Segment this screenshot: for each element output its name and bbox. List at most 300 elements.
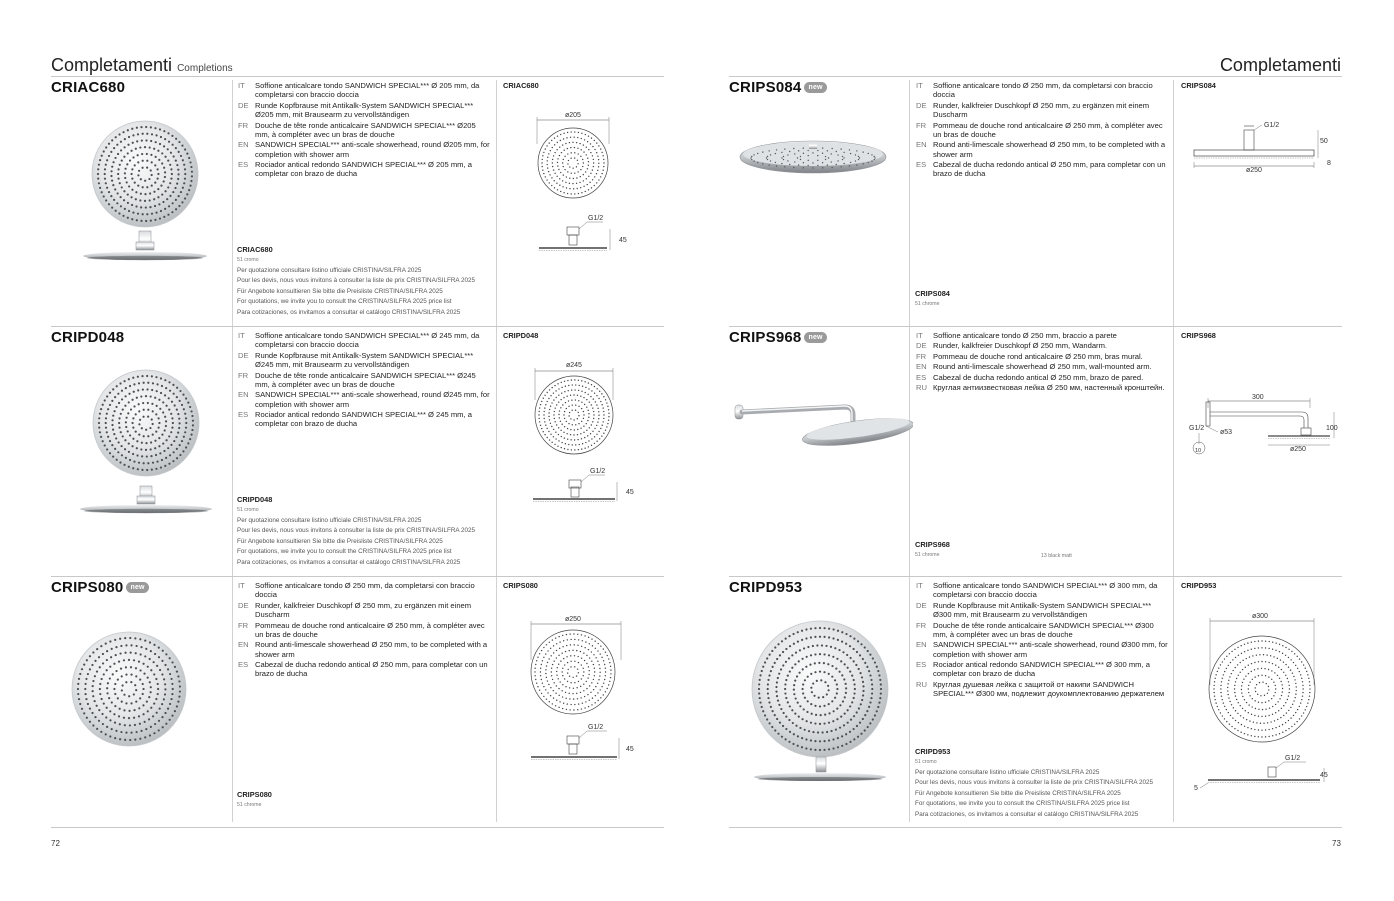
nozzle-dot (772, 666, 774, 668)
nozzle-dot (553, 660, 554, 661)
nozzle-dot (561, 652, 562, 653)
crips084-info-block (915, 289, 1173, 310)
nozzle-dot (600, 689, 601, 690)
nozzle-dot (859, 654, 861, 656)
nozzle-dot (781, 157, 782, 158)
nozzle-dot (190, 166, 192, 168)
nozzle-dot (871, 688, 873, 690)
desc-text: SANDWICH SPECIAL*** anti-scale showerhead, round Ø300 mm, for completion with shower arm (933, 640, 1168, 659)
right-bottom-rule (729, 827, 1342, 828)
nozzle-dot (545, 176, 546, 177)
product-code-text: CRIPS968 (729, 329, 802, 346)
nozzle-dot (574, 131, 575, 132)
nozzle-dot (118, 441, 120, 443)
nozzle-dot (598, 418, 599, 419)
nozzle-dot (142, 704, 144, 706)
nozzle-dot (825, 156, 826, 157)
nozzle-dot (856, 651, 858, 653)
nozzle-dot (104, 173, 106, 175)
crips084-description (916, 81, 1168, 180)
nozzle-dot (181, 201, 183, 203)
nozzle-dot (170, 168, 172, 170)
nozzle-dot (1226, 656, 1227, 657)
nozzle-dot (151, 375, 153, 377)
nozzle-dot (1288, 710, 1289, 711)
nozzle-dot (557, 158, 558, 159)
nozzle-dot (772, 710, 774, 712)
nozzle-dot (587, 420, 588, 421)
nozzle-dot (592, 155, 593, 156)
nozzle-dot (134, 182, 136, 184)
nozzle-dot (553, 690, 554, 691)
nozzle-dot (146, 133, 148, 135)
nozzle-dot (127, 430, 129, 432)
nozzle-dot (1238, 702, 1239, 703)
nozzle-dot (137, 389, 139, 391)
nozzle-dot (807, 165, 808, 166)
nozzle-dot (567, 639, 568, 640)
nozzle-dot (111, 728, 113, 730)
nozzle-dot (574, 172, 575, 173)
nozzle-dot (123, 464, 125, 466)
nozzle-dot (547, 680, 548, 681)
nozzle-dot (547, 650, 548, 651)
nozzle-dot (141, 375, 143, 377)
nozzle-dot (556, 397, 557, 398)
nozzle-dot (553, 414, 554, 415)
nozzle-dot (127, 217, 129, 219)
nozzle-dot (566, 634, 567, 635)
nozzle-dot (789, 705, 791, 707)
nozzle-dot (124, 177, 126, 179)
nozzle-dot (573, 178, 574, 179)
nozzle-dot (574, 379, 575, 380)
nozzle-dot (540, 668, 541, 669)
nozzle-dot (1285, 722, 1286, 723)
nozzle-dot (131, 189, 133, 191)
nozzle-dot (569, 142, 570, 143)
nozzle-dot (104, 178, 106, 180)
nozzle-dot (561, 447, 562, 448)
nozzle-dot (798, 660, 800, 662)
nozzle-dot (785, 679, 787, 681)
nozzle-dot (148, 718, 150, 720)
nozzle-dot (101, 155, 103, 157)
nozzle-dot (604, 664, 605, 665)
nozzle-dot (789, 670, 791, 672)
nozzle-dot (770, 160, 771, 161)
nozzle-dot (165, 420, 167, 422)
lang-code: DE (238, 100, 249, 110)
nozzle-dot (1309, 688, 1310, 689)
nozzle-dot (558, 394, 559, 395)
nozzle-dot (820, 679, 822, 681)
nozzle-dot (568, 385, 569, 386)
nozzle-dot (147, 710, 149, 712)
nozzle-dot (546, 665, 547, 666)
nozzle-dot (577, 153, 578, 154)
nozzle-dot (753, 160, 754, 161)
nozzle-dot (164, 429, 166, 431)
nozzle-dot (553, 682, 554, 683)
nozzle-dot (802, 668, 804, 670)
nozzle-dot (775, 153, 776, 154)
nozzle-dot (565, 698, 566, 699)
nozzle-dot (146, 455, 148, 457)
cripd048-technical-drawing (505, 350, 655, 520)
desc-text: Cabezal de ducha redondo antical Ø 250 mm, para completar con un brazo de ducha (255, 660, 488, 679)
nozzle-dot (125, 395, 127, 397)
nozzle-dot (556, 149, 557, 150)
nozzle-dot (1274, 672, 1275, 673)
nozzle-dot (122, 435, 124, 437)
nozzle-dot (554, 144, 555, 145)
nozzle-dot (600, 697, 601, 698)
nozzle-dot (586, 430, 587, 431)
nozzle-dot (805, 738, 807, 740)
nozzle-dot (586, 146, 587, 147)
nozzle-dot (1265, 647, 1266, 648)
nozzle-dot (603, 682, 604, 683)
nozzle-dot (1248, 685, 1249, 686)
nozzle-dot (99, 431, 101, 433)
nozzle-dot (547, 662, 548, 663)
nozzle-dot (1254, 729, 1255, 730)
nozzle-dot (787, 154, 788, 155)
nozzle-dot (816, 644, 818, 646)
nozzle-dot (155, 376, 157, 378)
nozzle-dot (1218, 709, 1219, 710)
nozzle-dot (577, 163, 578, 164)
nozzle-dot (1229, 676, 1230, 677)
nozzle-dot (847, 709, 849, 711)
nozzle-dot (592, 697, 593, 698)
nozzle-dot (1281, 684, 1282, 685)
nozzle-dot (130, 173, 132, 175)
nozzle-dot (169, 719, 171, 721)
nozzle-dot (1223, 674, 1224, 675)
nozzle-dot (1309, 681, 1310, 682)
nozzle-dot (158, 647, 160, 649)
nozzle-dot (872, 718, 874, 720)
nozzle-dot (135, 205, 137, 207)
nozzle-dot (591, 404, 592, 405)
nozzle-dot (111, 444, 113, 446)
nozzle-dot (1302, 692, 1303, 693)
nozzle-dot (867, 726, 869, 728)
nozzle-dot (1235, 720, 1236, 721)
nozzle-dot (567, 148, 568, 149)
nozzle-dot (595, 401, 596, 402)
nozzle-dot (128, 451, 130, 453)
nozzle-dot (554, 152, 555, 153)
nozzle-dot (551, 671, 552, 672)
nozzle-dot (592, 431, 593, 432)
nozzle-dot (569, 177, 570, 178)
nozzle-dot (559, 701, 560, 702)
dim-diameter: ø245 (566, 362, 582, 369)
nozzle-dot (843, 724, 845, 726)
nozzle-dot (160, 210, 162, 212)
nozzle-dot (1224, 706, 1225, 707)
nozzle-dot (595, 686, 596, 687)
nozzle-dot (578, 412, 579, 413)
nozzle-dot (142, 416, 144, 418)
nozzle-dot (1221, 695, 1222, 696)
nozzle-dot (567, 380, 568, 381)
nozzle-dot (1288, 720, 1289, 721)
nozzle-dot (148, 178, 150, 180)
nozzle-dot (541, 679, 542, 680)
nozzle-dot (597, 661, 598, 662)
nozzle-dot (597, 421, 598, 422)
nozzle-dot (551, 442, 552, 443)
nozzle-dot (556, 675, 557, 676)
nozzle-dot (116, 459, 118, 461)
nozzle-dot (106, 659, 108, 661)
nozzle-dot (125, 387, 127, 389)
nozzle-dot (1280, 717, 1281, 718)
nozzle-dot (561, 424, 562, 425)
nozzle-dot (854, 688, 856, 690)
lang-code: IT (916, 81, 923, 90)
nozzle-dot (598, 415, 599, 416)
nozzle-dot (169, 390, 171, 392)
nozzle-dot (574, 429, 575, 430)
nozzle-dot (161, 716, 163, 718)
nozzle-dot (1232, 659, 1233, 660)
nozzle-dot (111, 424, 113, 426)
nozzle-dot (837, 746, 839, 748)
nozzle-dot (581, 438, 582, 439)
nozzle-dot (167, 159, 169, 161)
nozzle-dot (1272, 714, 1273, 715)
nozzle-dot (109, 640, 111, 642)
nozzle-dot (814, 636, 816, 638)
nozzle-dot (812, 152, 813, 153)
nozzle-dot (111, 207, 113, 209)
nozzle-dot (138, 707, 140, 709)
nozzle-dot (1295, 693, 1296, 694)
nozzle-dot (182, 394, 184, 396)
nozzle-dot (593, 159, 594, 160)
nozzle-dot (572, 167, 573, 168)
nozzle-dot (590, 152, 591, 153)
nozzle-dot (831, 676, 833, 678)
nozzle-dot (1263, 654, 1264, 655)
nozzle-dot (180, 191, 182, 193)
nozzle-dot (846, 654, 848, 656)
nozzle-dot (1302, 685, 1303, 686)
nozzle-dot (145, 648, 147, 650)
nozzle-dot (810, 722, 812, 724)
nozzle-dot (549, 439, 550, 440)
nozzle-dot (114, 157, 116, 159)
nozzle-dot (81, 668, 83, 670)
product-code-cripd048 (51, 329, 124, 346)
nozzle-dot (563, 414, 564, 415)
nozzle-dot (135, 191, 137, 193)
nozzle-dot (1279, 698, 1280, 699)
nozzle-dot (564, 664, 565, 665)
nozzle-dot (164, 688, 166, 690)
nozzle-dot (556, 404, 557, 405)
nozzle-dot (547, 160, 548, 161)
price-note-de: Für Angebote konsultieren Sie bitte die Preisliste CRISTINA/SILFRA 2025 (915, 789, 1121, 797)
nozzle-dot (767, 679, 769, 681)
nozzle-dot (101, 713, 103, 715)
nozzle-dot (811, 691, 813, 693)
nozzle-dot (1287, 699, 1288, 700)
nozzle-dot (155, 211, 157, 213)
nozzle-dot (112, 673, 114, 675)
nozzle-dot (167, 708, 169, 710)
nozzle-dot (1244, 651, 1245, 652)
nozzle-dot (587, 157, 588, 158)
desc-text: Round anti-limescale showerhead Ø 250 mm, to be completed with a shower arm (933, 140, 1166, 159)
nozzle-dot (161, 385, 163, 387)
nozzle-dot (861, 699, 863, 701)
price-note-it: Per quotazione consultare listino ufficiale CRISTINA/SILFRA 2025 (237, 267, 422, 274)
nozzle-dot (556, 700, 557, 701)
nozzle-dot (177, 169, 179, 171)
nozzle-dot (157, 693, 159, 695)
nozzle-dot (132, 453, 134, 455)
nozzle-dot (564, 169, 565, 170)
nozzle-dot (586, 406, 587, 407)
nozzle-dot (158, 720, 160, 722)
nozzle-dot (548, 431, 549, 432)
desc-text: Runde Kopfbrause mit Antikalk-System SANDWICH SPECIAL*** Ø205 mm, mit Brausearm zu vervollständigen (255, 100, 474, 120)
nozzle-dot (581, 391, 582, 392)
nozzle-dot (594, 436, 595, 437)
nozzle-dot (544, 434, 545, 435)
nozzle-dot (141, 442, 143, 444)
nozzle-dot (567, 132, 568, 133)
nozzle-dot (536, 660, 537, 661)
nozzle-dot (187, 442, 189, 444)
nozzle-dot (1214, 681, 1215, 682)
nozzle-dot (1282, 688, 1283, 689)
nozzle-dot (168, 463, 170, 465)
nozzle-dot (1300, 702, 1301, 703)
desc-row-it (916, 81, 1168, 100)
nozzle-dot (583, 675, 584, 676)
nozzle-dot (602, 155, 603, 156)
nozzle-dot (579, 385, 580, 386)
nozzle-dot (800, 159, 801, 160)
nozzle-dot (177, 173, 179, 175)
nozzle-dot (170, 152, 172, 154)
nozzle-dot (828, 739, 830, 741)
nozzle-dot (1240, 645, 1241, 646)
nozzle-dot (591, 424, 592, 425)
nozzle-dot (1275, 712, 1276, 713)
nozzle-dot (562, 684, 563, 685)
left-page-title-text: Completamenti (51, 55, 173, 75)
nozzle-dot (564, 448, 565, 449)
nozzle-dot (581, 657, 582, 658)
nozzle-dot (801, 688, 803, 690)
nozzle-dot (117, 168, 119, 170)
nozzle-dot (798, 716, 800, 718)
nozzle-dot (794, 663, 796, 665)
nozzle-dot (588, 666, 589, 667)
left-divider-1 (232, 80, 233, 822)
nozzle-dot (849, 645, 851, 647)
nozzle-dot (133, 717, 135, 719)
nozzle-dot (136, 440, 138, 442)
nozzle-dot (591, 651, 592, 652)
info-code: CRIPS968 (915, 540, 950, 549)
dim-wall: 10 (1195, 448, 1202, 454)
nozzle-dot (602, 169, 603, 170)
nozzle-dot (581, 149, 582, 150)
nozzle-dot (793, 643, 795, 645)
nozzle-dot (552, 679, 553, 680)
nozzle-dot (831, 700, 833, 702)
nozzle-dot (149, 658, 151, 660)
nozzle-dot (874, 159, 875, 160)
nozzle-dot (534, 671, 535, 672)
nozzle-dot (594, 140, 595, 141)
nozzle-dot (579, 143, 580, 144)
nozzle-dot (178, 195, 180, 197)
nozzle-dot (150, 126, 152, 128)
nozzle-dot (1271, 670, 1272, 671)
nozzle-dot (116, 144, 118, 146)
nozzle-dot (1258, 640, 1259, 641)
nozzle-dot (551, 402, 552, 403)
nozzle-dot (120, 149, 122, 151)
nozzle-dot (132, 211, 134, 213)
price-note-it: Per quotazione consultare listino ufficiale CRISTINA/SILFRA 2025 (237, 517, 422, 524)
nozzle-dot (568, 400, 569, 401)
nozzle-dot (138, 382, 140, 384)
nozzle-dot (543, 431, 544, 432)
nozzle-dot (585, 641, 586, 642)
nozzle-dot (94, 675, 96, 677)
nozzle-dot (592, 146, 593, 147)
nozzle-dot (1229, 701, 1230, 702)
nozzle-dot (759, 697, 761, 699)
nozzle-dot (152, 423, 154, 425)
nozzle-dot (847, 667, 849, 669)
nozzle-dot (564, 156, 565, 157)
nozzle-dot (110, 175, 112, 177)
nozzle-dot (156, 390, 158, 392)
nozzle-dot (596, 441, 597, 442)
nozzle-dot (587, 677, 588, 678)
nozzle-dot (140, 220, 142, 222)
nozzle-dot (150, 686, 152, 688)
nozzle-dot (184, 197, 186, 199)
nozzle-dot (607, 655, 608, 656)
nozzle-dot (1279, 733, 1280, 734)
nozzle-dot (581, 708, 582, 709)
nozzle-dot (1297, 709, 1298, 710)
nozzle-dot (561, 442, 562, 443)
nozzle-dot (771, 726, 773, 728)
nozzle-dot (849, 657, 851, 659)
nozzle-dot (789, 164, 790, 165)
nozzle-dot (839, 704, 841, 706)
nozzle-dot (837, 160, 838, 161)
nozzle-dot (146, 213, 148, 215)
nozzle-dot (554, 385, 555, 386)
nozzle-dot (560, 172, 561, 173)
nozzle-dot (761, 670, 763, 672)
